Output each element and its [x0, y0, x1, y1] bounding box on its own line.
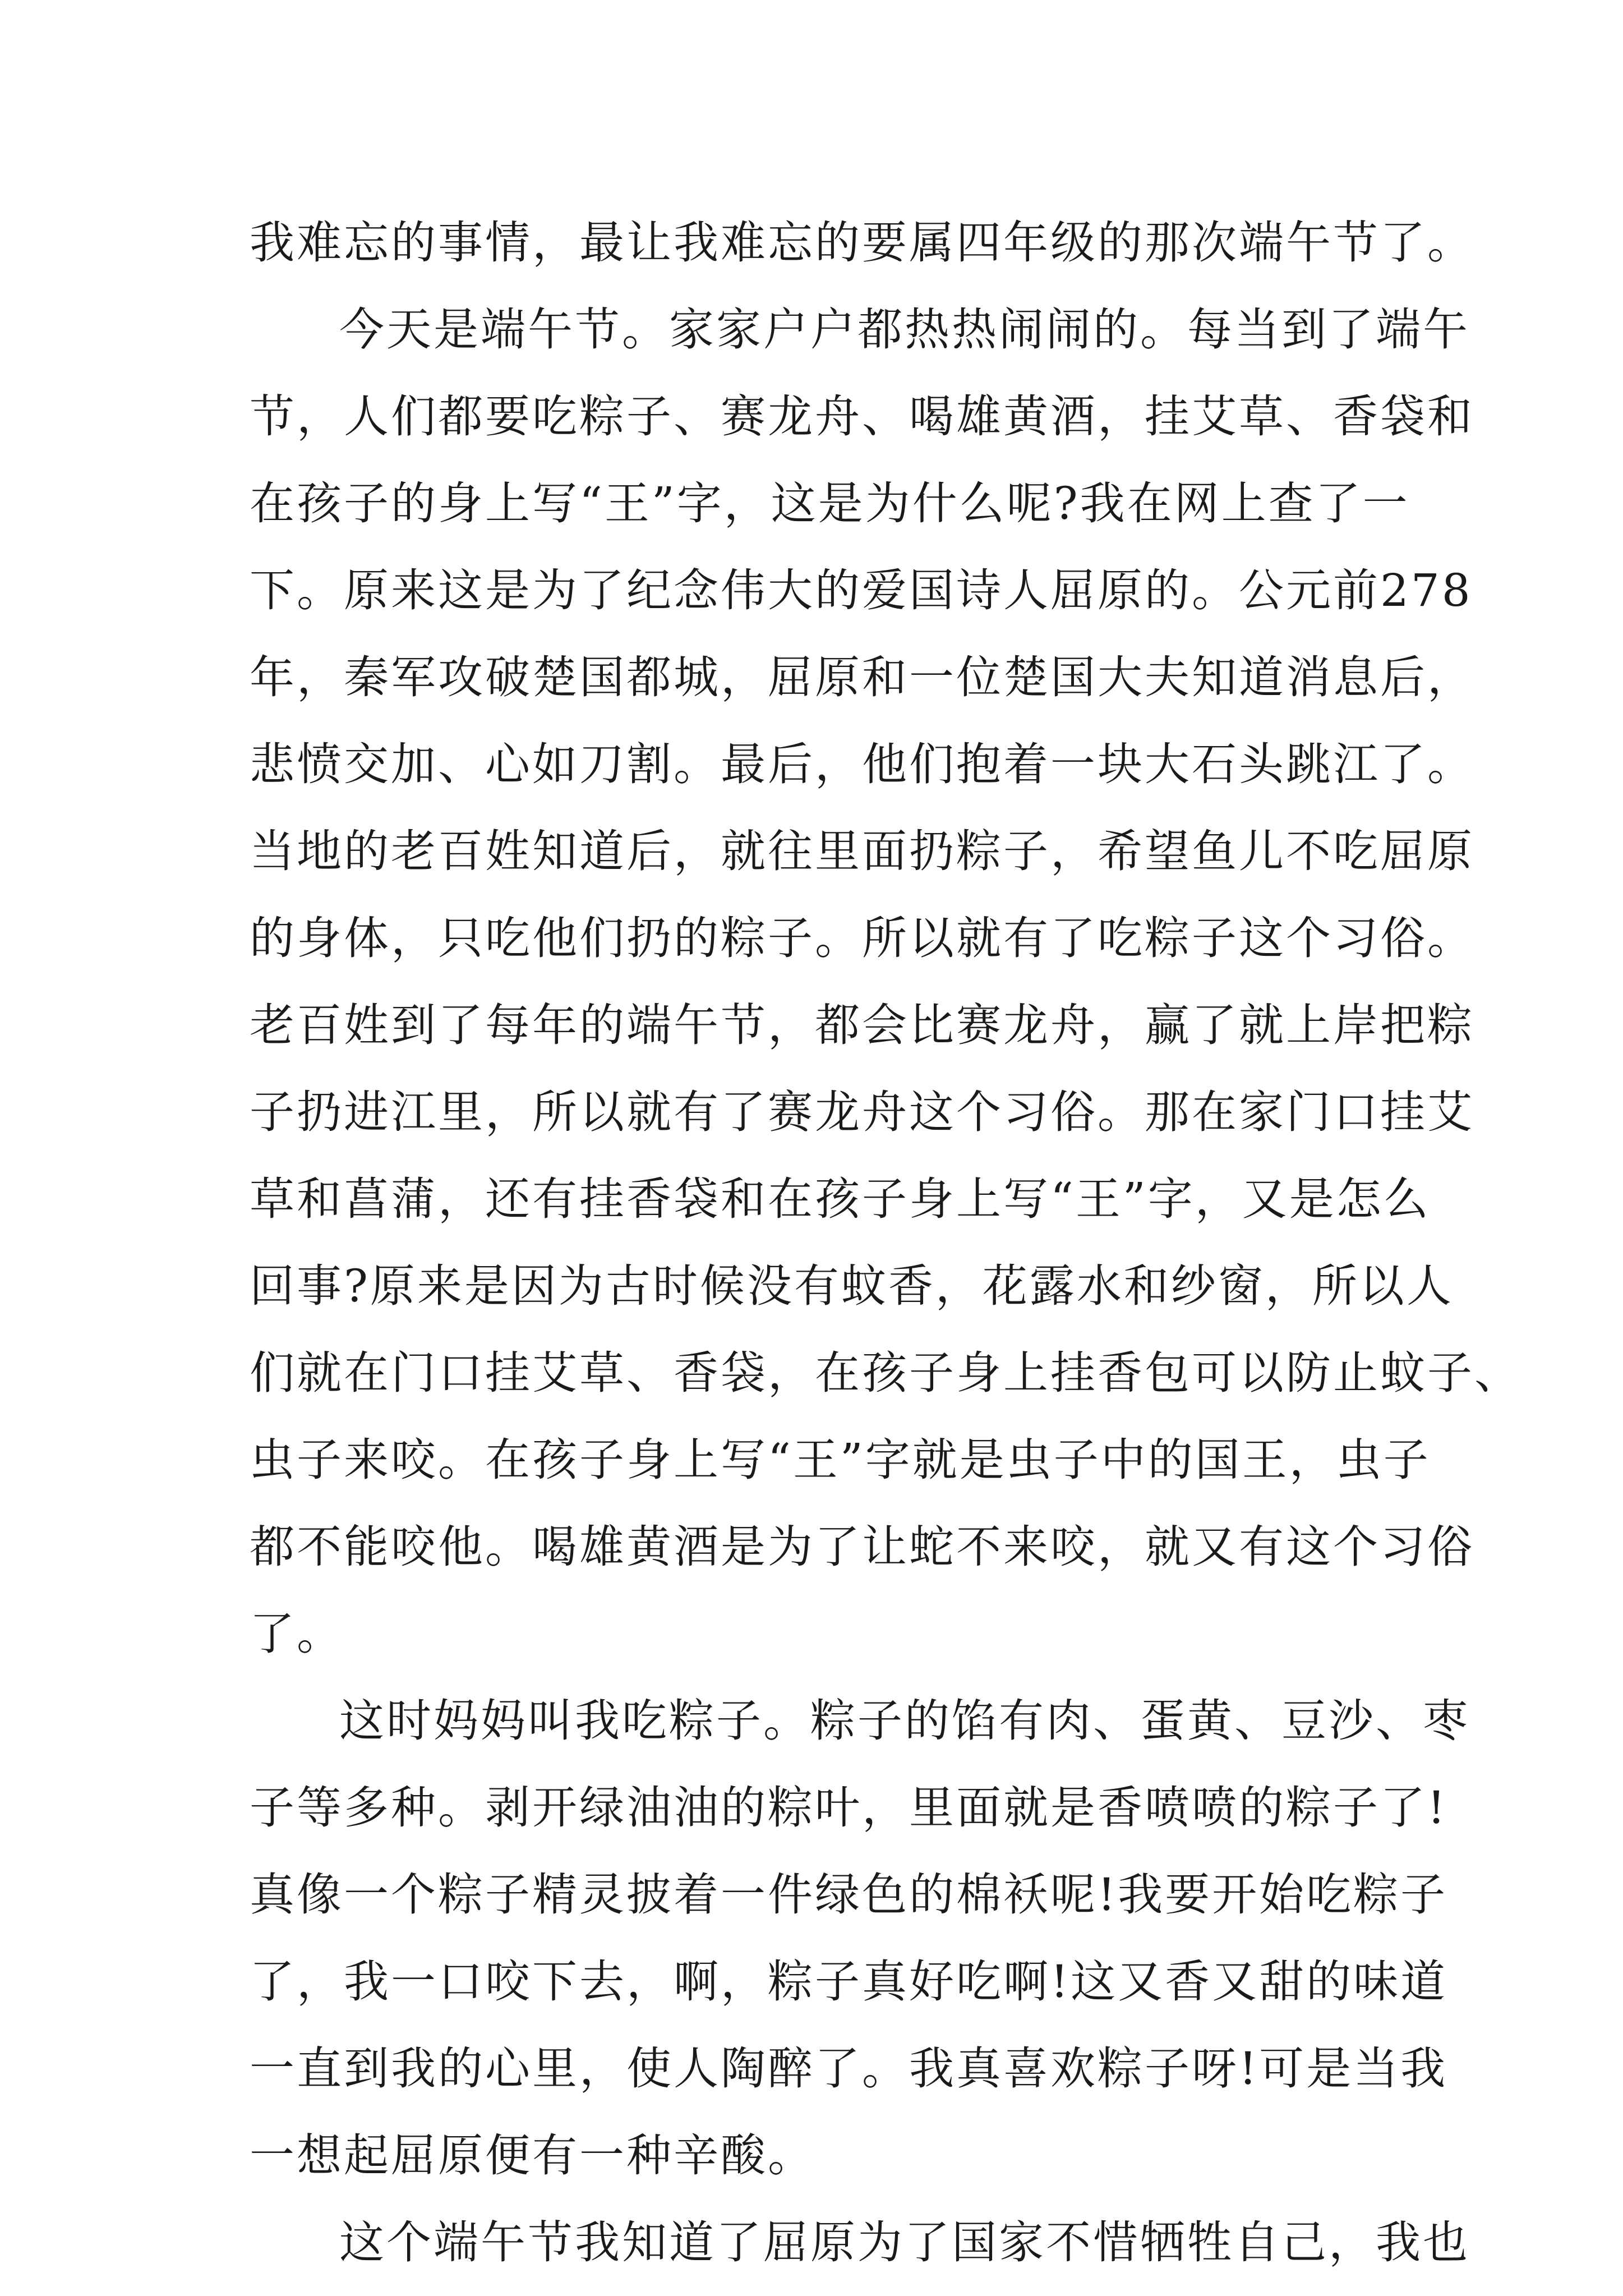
text-line: 老百姓到了每年的端午节，都会比赛龙舟，赢了就上岸把粽 [250, 999, 1474, 1051]
text-line: 在孩子的身上写“王”字，这是为什么呢?我在网上查了一 [250, 477, 1410, 530]
text-line: 年，秦军攻破楚国都城，屈原和一位楚国大夫知道消息后， [250, 651, 1474, 703]
text-line: 的身体，只吃他们扔的粽子。所以就有了吃粽子这个习俗。 [250, 912, 1474, 964]
paragraph-start-line: 这个端午节我知道了屈原为了国家不惜牺牲自己，我也 [339, 2216, 1470, 2269]
paragraph-start-line: 这时妈妈叫我吃粽子。粽子的馅有肉、蛋黄、豆沙、枣 [339, 1695, 1470, 1747]
text-line: 子等多种。剥开绿油油的粽叶，里面就是香喷喷的粽子了! [250, 1782, 1448, 1834]
text-line: 当地的老百姓知道后，就往里面扔粽子，希望鱼儿不吃屈原 [250, 825, 1474, 877]
text-line: 虫子来咬。在孩子身上写“王”字就是虫子中的国王，虫子 [250, 1434, 1431, 1486]
text-line: 悲愤交加、心如刀割。最后，他们抱着一块大石头跳江了。 [250, 738, 1474, 790]
text-line: 下。原来这是为了纪念伟大的爱国诗人屈原的。公元前278 [250, 564, 1473, 616]
text-line: 一直到我的心里，使人陶醉了。我真喜欢粽子呀!可是当我 [250, 2042, 1448, 2095]
text-line: 一想起屈原便有一种辛酸。 [250, 2129, 815, 2182]
text-line: 都不能咬他。喝雄黄酒是为了让蛇不来咬，就又有这个习俗 [250, 1521, 1474, 1573]
text-line: 草和菖蒲，还有挂香袋和在孩子身上写“王”字，又是怎么 [250, 1173, 1431, 1225]
text-line: 真像一个粽子精灵披着一件绿色的棉袄呢!我要开始吃粽子 [250, 1869, 1448, 1921]
text-line: 了，我一口咬下去，啊，粽子真好吃啊!这又香又甜的味道 [250, 1955, 1448, 2008]
text-line: 子扔进江里，所以就有了赛龙舟这个习俗。那在家门口挂艾 [250, 1086, 1474, 1138]
text-line: 我难忘的事情，最让我难忘的要属四年级的那次端午节了。 [250, 217, 1474, 269]
text-line: 了。 [250, 1608, 344, 1660]
paragraph-start-line: 今天是端午节。家家户户都热热闹闹的。每当到了端午 [339, 303, 1470, 356]
text-line: 节，人们都要吃粽子、赛龙舟、喝雄黄酒，挂艾草、香袋和 [250, 390, 1474, 443]
text-line: 们就在门口挂艾草、香袋，在孩子身上挂香包可以防止蚊子、 [250, 1347, 1521, 1399]
text-line: 回事?原来是因为古时候没有蚊香，花露水和纱窗，所以人 [250, 1260, 1454, 1312]
document-body [250, 199, 1521, 2286]
